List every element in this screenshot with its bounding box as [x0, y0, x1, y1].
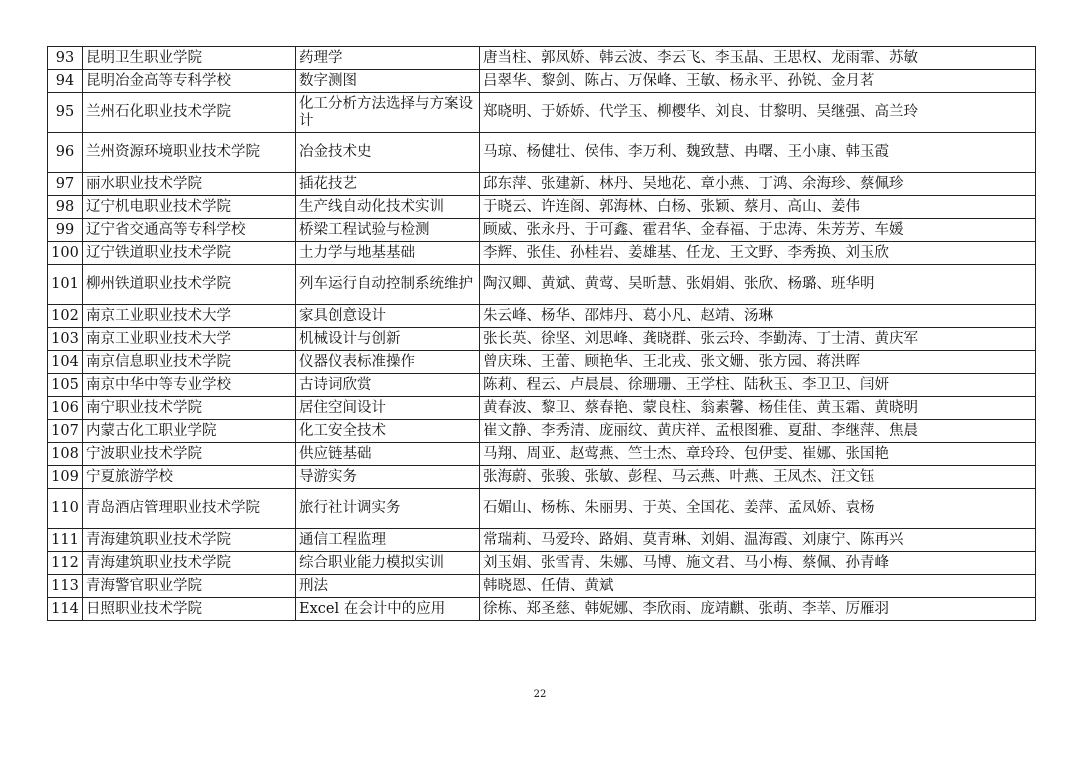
- course-name: 居住空间设计: [296, 397, 480, 420]
- table-row: [48, 219, 1036, 242]
- school-name: 柳州铁道职业技术学院: [83, 265, 296, 305]
- course-name: 化工安全技术: [296, 420, 480, 443]
- team-members: 顾威、张永丹、于可鑫、霍君华、金春福、于忠涛、朱芳芳、车媛: [480, 219, 1036, 242]
- school-name: 南京工业职业技术大学: [83, 328, 296, 351]
- table-row: [48, 196, 1036, 219]
- course-name: 药理学: [296, 47, 480, 70]
- course-name: 插花技艺: [296, 173, 480, 196]
- row-number: 103: [48, 328, 83, 351]
- course-name: 供应链基础: [296, 443, 480, 466]
- row-number: 95: [48, 93, 83, 133]
- row-number: 96: [48, 133, 83, 173]
- row-number: 105: [48, 374, 83, 397]
- table-row: [48, 265, 1036, 305]
- school-name: 兰州资源环境职业技术学院: [83, 133, 296, 173]
- row-number: 107: [48, 420, 83, 443]
- school-name: 青岛酒店管理职业技术学院: [83, 489, 296, 529]
- course-name: 冶金技术史: [296, 133, 480, 173]
- school-name: 昆明卫生职业学院: [83, 47, 296, 70]
- team-members: 张海蔚、张骏、张敏、彭程、马云燕、叶燕、王凤杰、汪文钰: [480, 466, 1036, 489]
- team-members: 于晓云、许连阁、郭海林、白杨、张颖、蔡月、高山、姜伟: [480, 196, 1036, 219]
- team-members: 唐当柱、郭凤娇、韩云波、李云飞、李玉晶、王思权、龙雨霏、苏敏: [480, 47, 1036, 70]
- team-members: 石媚山、杨栋、朱丽男、于英、全国花、姜萍、孟凤娇、袁杨: [480, 489, 1036, 529]
- row-number: 114: [48, 598, 83, 621]
- school-name: 青海建筑职业技术学院: [83, 552, 296, 575]
- school-name: 昆明冶金高等专科学校: [83, 70, 296, 93]
- course-name: Excel 在会计中的应用: [296, 598, 480, 621]
- table-row: [48, 443, 1036, 466]
- row-number: 113: [48, 575, 83, 598]
- team-members: 韩晓恩、任倩、黄斌: [480, 575, 1036, 598]
- row-number: 98: [48, 196, 83, 219]
- school-name: 丽水职业技术学院: [83, 173, 296, 196]
- table-row: [48, 242, 1036, 265]
- school-name: 南京中华中等专业学校: [83, 374, 296, 397]
- course-name: 化工分析方法选择与方案设计: [296, 93, 480, 133]
- row-number: 111: [48, 529, 83, 552]
- table-row: [48, 173, 1036, 196]
- school-name: 兰州石化职业技术学院: [83, 93, 296, 133]
- row-number: 109: [48, 466, 83, 489]
- school-name: 南京信息职业技术学院: [83, 351, 296, 374]
- team-members: 郑晓明、于娇娇、代学玉、柳樱华、刘良、甘黎明、吴继强、高兰玲: [480, 93, 1036, 133]
- row-number: 102: [48, 305, 83, 328]
- course-name: 土力学与地基基础: [296, 242, 480, 265]
- table-row: [48, 529, 1036, 552]
- team-members: 崔文静、李秀清、庞丽纹、黄庆祥、孟根图雅、夏甜、李继萍、焦晨: [480, 420, 1036, 443]
- course-name: 生产线自动化技术实训: [296, 196, 480, 219]
- course-name: 刑法: [296, 575, 480, 598]
- school-name: 青海建筑职业技术学院: [83, 529, 296, 552]
- row-number: 108: [48, 443, 83, 466]
- team-members: 刘玉娟、张雪青、朱娜、马博、施文君、马小梅、蔡佩、孙青峰: [480, 552, 1036, 575]
- team-members: 邱东萍、张建新、林丹、吴地花、章小燕、丁鸿、余海珍、蔡佩珍: [480, 173, 1036, 196]
- table-row: [48, 397, 1036, 420]
- team-members: 马翔、周亚、赵莺燕、竺士杰、章玲玲、包伊雯、崔娜、张国艳: [480, 443, 1036, 466]
- school-name: 宁波职业技术学院: [83, 443, 296, 466]
- team-members: 曾庆珠、王蕾、顾艳华、王北戎、张文姗、张方园、蒋洪晖: [480, 351, 1036, 374]
- table-row: [48, 328, 1036, 351]
- course-name: 古诗词欣赏: [296, 374, 480, 397]
- school-name: 辽宁铁道职业技术学院: [83, 242, 296, 265]
- school-name: 南宁职业技术学院: [83, 397, 296, 420]
- row-number: 93: [48, 47, 83, 70]
- row-number: 100: [48, 242, 83, 265]
- table-row: [48, 133, 1036, 173]
- school-name: 南京工业职业技术大学: [83, 305, 296, 328]
- team-members: 陶汉卿、黄斌、黄莺、吴昕慧、张娟娟、张欣、杨璐、班华明: [480, 265, 1036, 305]
- school-name: 辽宁省交通高等专科学校: [83, 219, 296, 242]
- team-members: 马琼、杨健壮、侯伟、李万利、魏致慧、冉曙、王小康、韩玉霞: [480, 133, 1036, 173]
- school-name: 辽宁机电职业技术学院: [83, 196, 296, 219]
- course-name: 导游实务: [296, 466, 480, 489]
- table-row: [48, 598, 1036, 621]
- team-members: 张长英、徐坚、刘思峰、龚晓群、张云玲、李勤涛、丁士清、黄庆军: [480, 328, 1036, 351]
- row-number: 97: [48, 173, 83, 196]
- table-row: [48, 575, 1036, 598]
- team-members: 黄春波、黎卫、蔡春艳、蒙良柱、翁素馨、杨佳佳、黄玉霜、黄晓明: [480, 397, 1036, 420]
- course-name: 机械设计与创新: [296, 328, 480, 351]
- table-row: [48, 305, 1036, 328]
- team-members: 吕翠华、黎剑、陈占、万保峰、王敏、杨永平、孙锐、金月茗: [480, 70, 1036, 93]
- course-name: 数字测图: [296, 70, 480, 93]
- team-members: 徐栋、郑圣慈、韩妮娜、李欣雨、庞靖麒、张萌、李莘、厉雁羽: [480, 598, 1036, 621]
- row-number: 99: [48, 219, 83, 242]
- course-name: 家具创意设计: [296, 305, 480, 328]
- course-name: 桥梁工程试验与检测: [296, 219, 480, 242]
- school-name: 青海警官职业学院: [83, 575, 296, 598]
- table-row: [48, 466, 1036, 489]
- row-number: 101: [48, 265, 83, 305]
- page-number: 22: [533, 689, 547, 700]
- row-number: 104: [48, 351, 83, 374]
- team-members: 陈莉、程云、卢晨晨、徐珊珊、王学柱、陆秋玉、李卫卫、闫妍: [480, 374, 1036, 397]
- row-number: 94: [48, 70, 83, 93]
- course-name: 仪器仪表标准操作: [296, 351, 480, 374]
- row-number: 110: [48, 489, 83, 529]
- table-row: [48, 552, 1036, 575]
- table-row: [48, 374, 1036, 397]
- course-name: 通信工程监理: [296, 529, 480, 552]
- school-name: 内蒙古化工职业学院: [83, 420, 296, 443]
- team-members: 常瑞莉、马爱玲、路娟、莫青琳、刘娟、温海霞、刘康宁、陈再兴: [480, 529, 1036, 552]
- table-row: [48, 420, 1036, 443]
- table-row: [48, 93, 1036, 133]
- row-number: 106: [48, 397, 83, 420]
- course-list-body: [48, 47, 1036, 621]
- course-name: 综合职业能力模拟实训: [296, 552, 480, 575]
- course-list-table: [47, 46, 1036, 621]
- school-name: 日照职业技术学院: [83, 598, 296, 621]
- table-row: [48, 351, 1036, 374]
- table-row: [48, 489, 1036, 529]
- school-name: 宁夏旅游学校: [83, 466, 296, 489]
- table-row: [48, 47, 1036, 70]
- course-name: 列车运行自动控制系统维护: [296, 265, 480, 305]
- team-members: 朱云峰、杨华、邵炜丹、葛小凡、赵靖、汤琳: [480, 305, 1036, 328]
- table-row: [48, 70, 1036, 93]
- row-number: 112: [48, 552, 83, 575]
- team-members: 李辉、张佳、孙桂岩、姜雄基、任龙、王文野、李秀换、刘玉欣: [480, 242, 1036, 265]
- course-name: 旅行社计调实务: [296, 489, 480, 529]
